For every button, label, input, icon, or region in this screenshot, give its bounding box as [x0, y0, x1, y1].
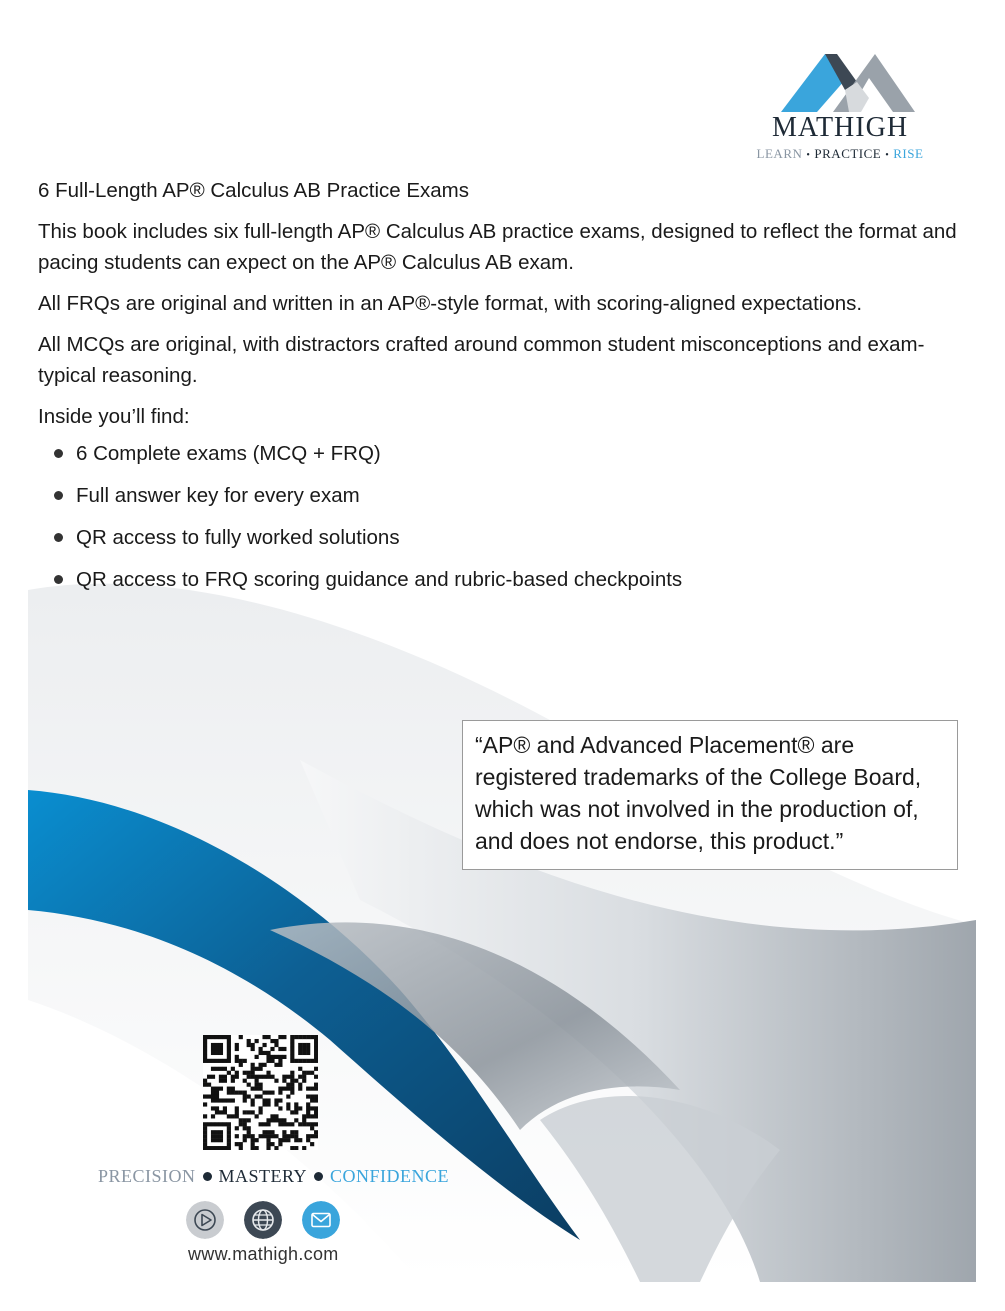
disclaimer-line: which was not involved in the production of, [475, 796, 919, 822]
tagline-practice: PRACTICE [814, 146, 882, 161]
motto [98, 1166, 458, 1187]
motto-dot-icon [314, 1172, 323, 1181]
brand-name: MATHIGH [771, 112, 909, 143]
paragraph-mcqs: All MCQs are original, with distractors crafted around common student misconceptions and exam-typical reasoning. [38, 333, 925, 387]
bullet-icon [54, 449, 63, 458]
qr-code-icon[interactable] [203, 1035, 318, 1150]
disclaimer-line: registered trademarks of the College Board, [475, 764, 922, 790]
paragraph-overview: This book includes six full-length AP® Calculus AB practice exams, designed to reflect the format and pacing students can expect on the AP® Calculus AB exam. [38, 220, 957, 274]
disclaimer-line: “AP® and Advanced Placement® are [475, 732, 855, 758]
book-title: 6 Full-Length AP® Calculus AB Practice Exams [38, 179, 469, 202]
trademark-disclaimer [462, 720, 958, 870]
mail-icon[interactable] [302, 1201, 340, 1239]
mountain-logo-icon [757, 50, 923, 112]
list-item [38, 438, 968, 480]
tagline-separator: • [806, 150, 811, 161]
disclaimer-line: and does not endorse, this product.” [475, 828, 844, 854]
bullet-icon [54, 575, 63, 584]
brand-logo [740, 50, 940, 170]
motto-confidence: CONFIDENCE [330, 1166, 450, 1186]
list-item [38, 522, 968, 564]
tagline-rise: RISE [893, 146, 924, 161]
motto-dot-icon [203, 1172, 212, 1181]
globe-icon[interactable] [244, 1201, 282, 1239]
bullet-icon [54, 491, 63, 500]
feature-list [38, 438, 968, 606]
paragraph-frqs: All FRQs are original and written in an AP®-style format, with scoring-aligned expectations. [38, 292, 863, 315]
motto-precision: PRECISION [98, 1166, 196, 1186]
list-item-text: QR access to FRQ scoring guidance and rubric-based checkpoints [76, 568, 683, 591]
tagline-separator: • [885, 150, 890, 161]
contact-icons [186, 1201, 346, 1241]
description [38, 175, 968, 606]
play-icon[interactable] [186, 1201, 224, 1239]
motto-mastery: MASTERY [218, 1166, 308, 1186]
list-item [38, 480, 968, 522]
list-item-text: QR access to fully worked solutions [76, 526, 400, 549]
bullet-icon [54, 533, 63, 542]
list-item-text: 6 Complete exams (MCQ + FRQ) [76, 442, 381, 465]
list-item [38, 564, 968, 606]
list-item-text: Full answer key for every exam [76, 484, 360, 507]
tagline-learn: LEARN [756, 146, 803, 161]
website-link[interactable]: www.mathigh.com [188, 1244, 339, 1264]
inside-label: Inside you’ll find: [38, 405, 190, 428]
brand-tagline [740, 146, 940, 162]
